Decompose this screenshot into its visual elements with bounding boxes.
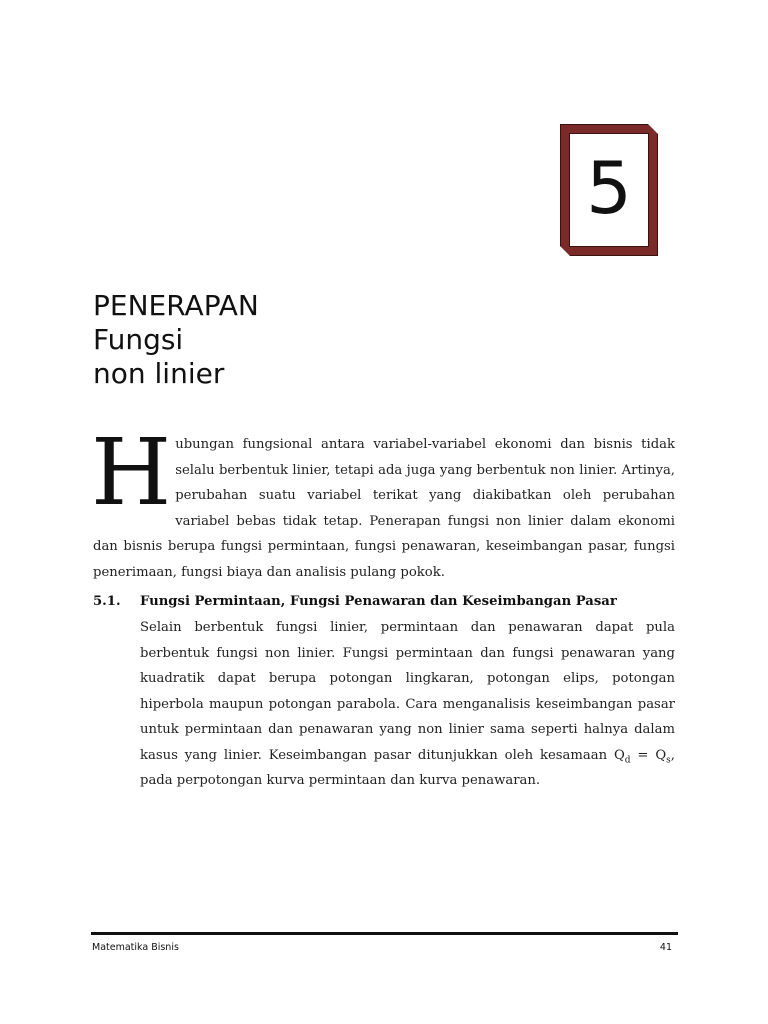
section-body-text-end: , pada perpotongan kurva permintaan dan kurva penawaran.: [140, 747, 675, 788]
footer-rule: [91, 932, 678, 935]
chapter-title-line-2: Fungsi: [93, 323, 184, 356]
equals-text: = Q: [630, 747, 667, 763]
chapter-title: [93, 289, 259, 391]
drop-cap: H: [91, 419, 172, 526]
section-title: Fungsi Permintaan, Fungsi Penawaran dan Keseimbangan Pasar: [140, 594, 617, 609]
footer-book-title: Matematika Bisnis: [92, 942, 179, 953]
chapter-number: 5: [586, 146, 632, 230]
section-body-text: Selain berbentuk fungsi linier, permintaan dan penawaran dapat pula berbentuk fungsi non linier. Fungsi permintaan dan fungsi penawaran yang kuadratik dapat berupa potongan lingkaran, potongan elips, potongan hiperbola maupun potongan parabola. Cara menganalisis keseimbangan pasar untuk permintaan dan penawaran yang non linier sama seperti halnya dalam kasus yang linier. Keseimbangan pasar ditunjukkan oleh kesamaan Q: [140, 620, 675, 763]
chapter-title-line-1: PENERAPAN: [93, 289, 259, 322]
section-body: [140, 615, 675, 794]
frame-corner-top-right: [648, 124, 658, 134]
chapter-number-frame: [560, 124, 658, 256]
section-heading: [93, 589, 675, 615]
chapter-number-box: [569, 133, 649, 247]
intro-paragraph: [91, 419, 675, 585]
footer-page-number: 41: [659, 942, 672, 953]
subscript-d: d: [624, 755, 631, 766]
section-number: 5.1.: [93, 594, 121, 609]
frame-corner-bottom-left: [560, 246, 570, 256]
subscript-s: s: [666, 755, 671, 766]
section-5-1: [93, 589, 675, 794]
intro-text: ubungan fungsional antara variabel-variabel ekonomi dan bisnis tidak selalu berbentuk linier, tetapi ada juga yang berbentuk non linier. Artinya, perubahan suatu variabel terikat yang diakibatkan oleh perubahan variabel bebas tidak tetap. Penerapan fungsi non linier dalam ekonomi dan bisnis berupa fungsi permintaan, fungsi penawaran, keseimbangan pasar, fungsi penerimaan, fungsi biaya dan analisis pulang pokok.: [93, 437, 675, 580]
chapter-title-line-3: non linier: [93, 357, 225, 390]
